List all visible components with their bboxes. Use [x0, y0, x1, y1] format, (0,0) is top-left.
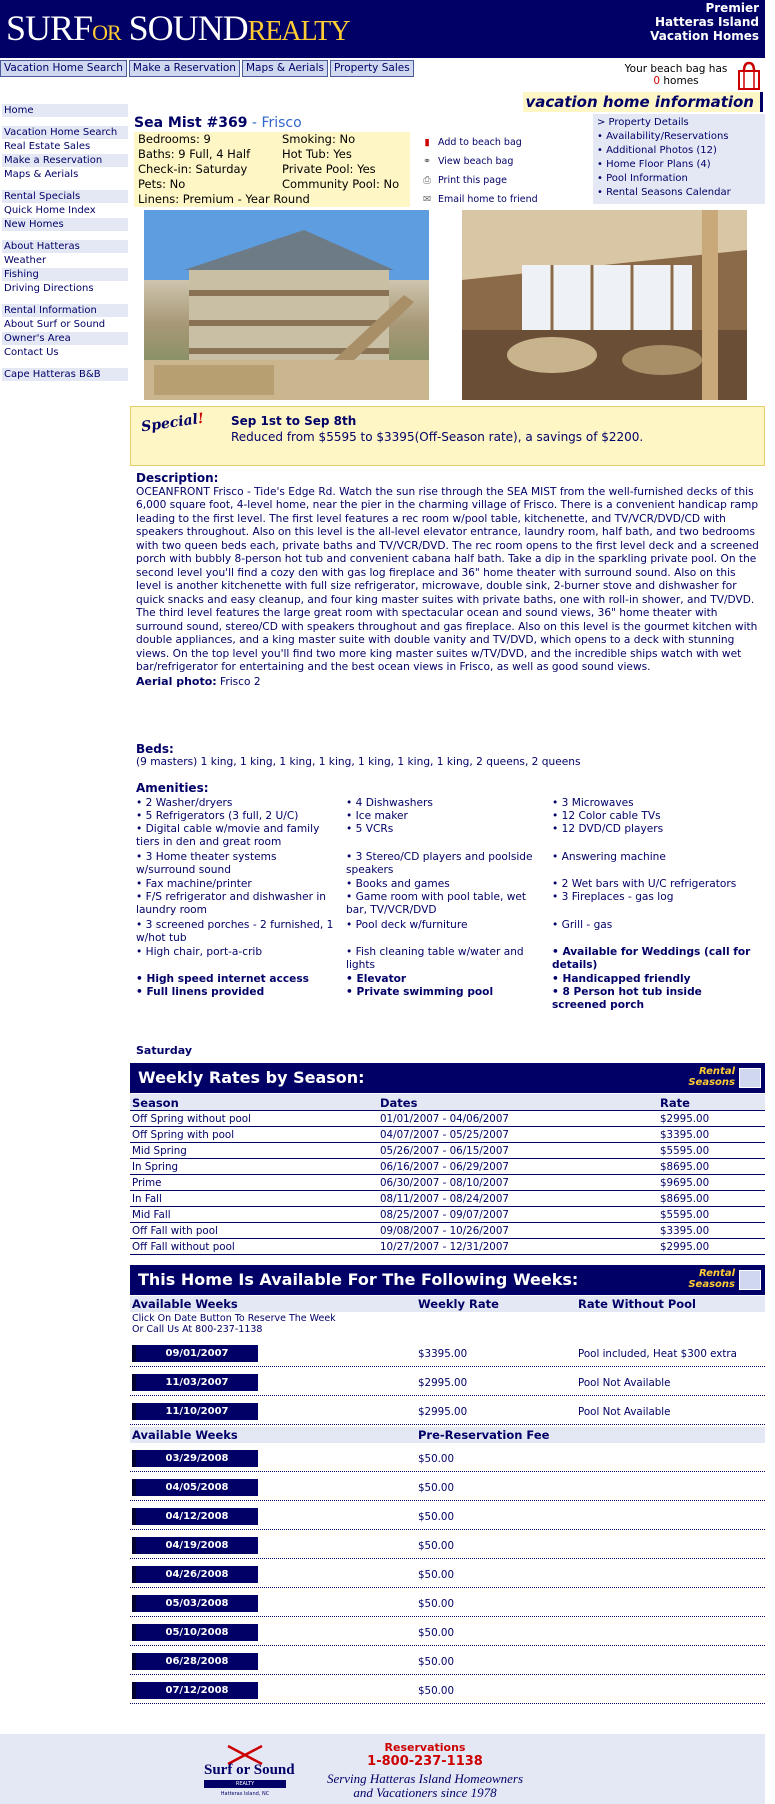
- beach-bag-count: 0: [653, 75, 661, 87]
- table-row: [130, 1617, 765, 1646]
- sidebar-item-about-hatteras[interactable]: About Hatteras: [2, 240, 128, 254]
- availability-band: [130, 1265, 765, 1295]
- season-name: In Fall: [132, 1193, 162, 1205]
- season-dates: 08/11/2007 - 08/24/2007: [380, 1193, 509, 1205]
- footer-reservations-label: Reservations: [384, 1741, 466, 1754]
- season-rate: $8695.00: [660, 1161, 710, 1173]
- amenity-row: [136, 797, 764, 810]
- rental-seasons-link[interactable]: [688, 1066, 735, 1088]
- pre-reservation-fee: $50.00: [418, 1569, 455, 1581]
- sidebar-nav: [2, 104, 128, 382]
- season-rate: $3395.00: [660, 1129, 710, 1141]
- table-row: [130, 1338, 765, 1367]
- amenity-item: • High speed internet access: [136, 973, 309, 985]
- beach-bag-label: Your beach bag has: [624, 63, 728, 75]
- table-row: [130, 1443, 765, 1472]
- property-actions: [420, 133, 538, 209]
- pre-reservation-fee: $50.00: [418, 1627, 455, 1639]
- sidebar-item-about-surf-or-sound[interactable]: About Surf or Sound: [2, 318, 128, 332]
- amenity-row: [136, 810, 764, 823]
- table-row: [130, 1111, 765, 1127]
- weekly-rates-title: Weekly Rates by Season:: [138, 1068, 365, 1087]
- table-row: [130, 1559, 765, 1588]
- rates-header-dates: Dates: [380, 1096, 418, 1110]
- sidebar-item-contact-us[interactable]: Contact Us: [2, 346, 128, 360]
- amenity-row: [136, 986, 764, 1014]
- link-floor-plans[interactable]: • Home Floor Plans (4): [597, 159, 711, 170]
- amenity-item: • 4 Dishwashers: [346, 797, 433, 809]
- table-row: [130, 1159, 765, 1175]
- season-name: Off Spring without pool: [132, 1113, 251, 1125]
- season-name: Off Spring with pool: [132, 1129, 235, 1141]
- season-rate: $2995.00: [660, 1241, 710, 1253]
- property-facts: [134, 132, 410, 207]
- footer-serving-line: and Vacationers since 1978: [353, 1785, 497, 1800]
- amenity-row: [136, 823, 764, 851]
- weekly-rates-band: [130, 1063, 765, 1093]
- property-links: [593, 114, 765, 204]
- aerial-photo-label: Aerial photo:: [136, 674, 217, 688]
- amenities-list: [136, 797, 764, 1014]
- sidebar-gap: [2, 296, 128, 304]
- available-weeks-header: [130, 1296, 765, 1312]
- sidebar-item-home[interactable]: Home: [2, 104, 128, 118]
- tagline-line: Vacation Homes: [650, 29, 759, 43]
- rental-seasons-line: Seasons: [688, 1077, 735, 1088]
- rate-without-pool: Pool included, Heat $300 extra: [578, 1348, 737, 1360]
- description-label: Description:: [136, 471, 219, 485]
- sidebar-gap: [2, 118, 128, 126]
- calendar-icon[interactable]: [739, 1068, 761, 1088]
- fact-check-in: Check-in: Saturday: [138, 162, 248, 176]
- season-rate: $5595.00: [660, 1145, 710, 1157]
- action-label: Email home to friend: [438, 194, 538, 205]
- season-dates: 04/07/2007 - 05/25/2007: [380, 1129, 509, 1141]
- action-label: View beach bag: [438, 156, 514, 167]
- amenity-item: • 12 Color cable TVs: [552, 810, 661, 822]
- reserve-note-line: Or Call Us At 800-237-1138: [132, 1324, 263, 1335]
- pre-reserve-week-button[interactable]: 04/19/2008: [132, 1537, 258, 1554]
- table-row: [130, 1207, 765, 1223]
- fact-hot-tub: Hot Tub: Yes: [282, 147, 352, 161]
- pre-reserve-week-button[interactable]: 04/05/2008: [132, 1479, 258, 1496]
- amenity-row: [136, 878, 764, 891]
- beach-bag-status[interactable]: [620, 63, 732, 87]
- table-row: [130, 1367, 765, 1396]
- amenity-item: • Full linens provided: [136, 986, 265, 998]
- footer-logo[interactable]: [204, 1744, 295, 1800]
- sidebar-item-quick-home-index[interactable]: Quick Home Index: [2, 204, 128, 218]
- rental-seasons-line: Rental: [698, 1066, 735, 1077]
- tagline-line: Premier: [705, 1, 759, 15]
- sidebar-item-weather[interactable]: Weather: [2, 254, 128, 268]
- weekly-rate: $2995.00: [418, 1406, 468, 1418]
- pre-reservation-header: [130, 1427, 765, 1443]
- table-row: [130, 1175, 765, 1191]
- right-gutter: [765, 0, 775, 1804]
- amenity-item: • 3 screened porches - 2 furnished, 1 w/hot tub: [136, 919, 334, 944]
- calendar-icon[interactable]: [739, 1270, 761, 1290]
- property-location[interactable]: Frisco: [261, 115, 302, 131]
- sidebar-item-fishing[interactable]: Fishing: [2, 268, 128, 282]
- site-footer: [0, 1734, 765, 1804]
- amenity-item: • Answering machine: [552, 851, 666, 863]
- logo-or: OR: [92, 20, 121, 45]
- link-property-details[interactable]: > Property Details: [597, 117, 689, 128]
- special-text: Reduced from $5595 to $3395(Off-Season rate), a savings of $2200.: [231, 430, 644, 444]
- pre-reserve-week-button[interactable]: 04/26/2008: [132, 1566, 258, 1583]
- header-rate-without-pool: Rate Without Pool: [578, 1297, 696, 1311]
- amenity-item: • Digital cable w/movie and family tiers in den and great room: [136, 823, 320, 848]
- fact-community-pool: Community Pool: No: [282, 177, 400, 191]
- logo-sound: SOUND: [120, 8, 248, 48]
- sidebar-gap: [2, 182, 128, 190]
- fact-pets: Pets: No: [138, 177, 186, 191]
- amenity-row: [136, 946, 764, 973]
- header-pre-reservation-fee: Pre-Reservation Fee: [418, 1428, 550, 1442]
- rate-without-pool: Pool Not Available: [578, 1377, 671, 1389]
- season-name: Mid Spring: [132, 1145, 187, 1157]
- sidebar-item-real-estate-sales[interactable]: Real Estate Sales: [2, 140, 128, 154]
- season-rate: $8695.00: [660, 1193, 710, 1205]
- beach-bag-icon[interactable]: [736, 61, 762, 91]
- amenity-item: • 5 Refrigerators (3 full, 2 U/C): [136, 810, 299, 822]
- header-weekly-rate: Weekly Rate: [418, 1297, 499, 1311]
- beach-bag-small-icon: ▮: [424, 137, 430, 148]
- amenity-item: • Game room with pool table, wet bar, TV/VCR/DVD: [346, 891, 527, 916]
- season-dates: 01/01/2007 - 04/06/2007: [380, 1113, 509, 1125]
- amenity-item: • 12 DVD/CD players: [552, 823, 664, 835]
- availability-title: This Home Is Available For The Following Weeks:: [138, 1270, 579, 1289]
- season-name: Off Fall without pool: [132, 1241, 235, 1253]
- season-rate: $5595.00: [660, 1209, 710, 1221]
- interior-photo[interactable]: [462, 210, 747, 400]
- tagline: [650, 1, 759, 43]
- fact-linens: Linens: Premium - Year Round: [138, 192, 310, 206]
- pre-reserve-week-button[interactable]: 05/10/2008: [132, 1624, 258, 1641]
- amenity-item: • Available for Weddings (call for details): [552, 946, 751, 971]
- sidebar-gap: [2, 360, 128, 368]
- amenity-item: • Grill - gas: [552, 919, 613, 931]
- amenity-item: • Pool deck w/furniture: [346, 919, 468, 931]
- amenity-item: • 3 Fireplaces - gas log: [552, 891, 674, 903]
- special-dates: Sep 1st to Sep 8th: [231, 414, 357, 428]
- top-nav: [0, 60, 416, 77]
- season-dates: 05/26/2007 - 06/15/2007: [380, 1145, 509, 1157]
- season-dates: 09/08/2007 - 10/26/2007: [380, 1225, 509, 1237]
- sidebar-item-vacation-home-search[interactable]: Vacation Home Search: [2, 126, 128, 140]
- header-available-weeks: Available Weeks: [132, 1428, 238, 1442]
- pre-reservation-fee: $50.00: [418, 1685, 455, 1697]
- reserve-week-button[interactable]: 11/03/2007: [132, 1374, 258, 1391]
- table-row: [130, 1191, 765, 1207]
- table-row: [130, 1646, 765, 1675]
- site-logo[interactable]: [6, 8, 350, 53]
- season-name: In Spring: [132, 1161, 179, 1173]
- rental-seasons-line: Seasons: [688, 1279, 735, 1290]
- amenity-item: • Ice maker: [346, 810, 408, 822]
- fact-smoking: Smoking: No: [282, 132, 356, 146]
- logo-surf: SURF: [6, 8, 93, 48]
- season-rate: $9695.00: [660, 1177, 710, 1189]
- amenity-item: • Fish cleaning table w/water and lights: [346, 946, 524, 971]
- rate-without-pool: Pool Not Available: [578, 1406, 671, 1418]
- fact-row: [138, 132, 410, 147]
- property-title: [134, 115, 302, 131]
- pre-reservation-fee: $50.00: [418, 1540, 455, 1552]
- amenity-item: • Books and games: [346, 878, 450, 890]
- rates-header-rate: Rate: [660, 1096, 690, 1110]
- reserve-week-button[interactable]: 11/10/2007: [132, 1403, 258, 1420]
- description-section: [136, 472, 764, 689]
- pre-reserve-week-button[interactable]: 05/03/2008: [132, 1595, 258, 1612]
- sidebar-item-cape-hatteras-bb[interactable]: Cape Hatteras B&B: [2, 368, 128, 382]
- fact-row: [138, 147, 410, 162]
- season-dates: 10/27/2007 - 12/31/2007: [380, 1241, 509, 1253]
- pre-reservation-table: [130, 1427, 765, 1704]
- action-label: Print this page: [438, 175, 507, 186]
- amenity-row: [136, 919, 764, 946]
- special-offer[interactable]: [130, 406, 765, 466]
- link-additional-photos[interactable]: • Additional Photos (12): [597, 145, 717, 156]
- tagline-line: Hatteras Island: [654, 15, 759, 29]
- season-dates: 06/30/2007 - 08/10/2007: [380, 1177, 509, 1189]
- available-weeks-table: [130, 1296, 765, 1425]
- season-name: Mid Fall: [132, 1209, 171, 1221]
- table-row: [130, 1530, 765, 1559]
- aerial-photo-line: [136, 675, 764, 690]
- footer-logo-name: Surf or Sound: [204, 1762, 295, 1778]
- table-row: [130, 1239, 765, 1255]
- property-name: Sea Mist #369: [134, 115, 248, 131]
- season-name: Off Fall with pool: [132, 1225, 218, 1237]
- amenity-row: [136, 891, 764, 919]
- link-availability-reservations[interactable]: • Availability/Reservations: [597, 131, 729, 142]
- amenity-item: • 8 Person hot tub inside screened porch: [552, 986, 702, 1011]
- footer-serving-text: [305, 1772, 545, 1800]
- table-row: [130, 1501, 765, 1530]
- nav-property-sales[interactable]: Property Sales: [330, 60, 414, 77]
- amenity-item: • Handicapped friendly: [552, 973, 691, 985]
- rental-seasons-link[interactable]: [688, 1268, 735, 1290]
- nav-vacation-home-search[interactable]: Vacation Home Search: [0, 60, 127, 77]
- fact-private-pool: Private Pool: Yes: [282, 162, 376, 176]
- amenity-item: • Fax machine/printer: [136, 878, 252, 890]
- link-pool-information[interactable]: • Pool Information: [597, 173, 688, 184]
- footer-serving-line: Serving Hatteras Island Homeowners: [326, 1771, 524, 1786]
- checkin-day: Saturday: [136, 1044, 192, 1057]
- pre-reservation-fee: $50.00: [418, 1511, 455, 1523]
- reserve-note-line: Click On Date Button To Reserve The Week: [132, 1313, 336, 1324]
- logo-realty: REALTY: [247, 16, 350, 47]
- aerial-photo-link[interactable]: Frisco 2: [216, 675, 261, 688]
- fact-baths: Baths: 9 Full, 4 Half: [138, 147, 251, 161]
- exterior-photo[interactable]: [144, 210, 429, 400]
- view-beach-bag-link[interactable]: [420, 152, 538, 171]
- reserve-week-button[interactable]: 09/01/2007: [132, 1345, 258, 1362]
- sidebar-gap: [2, 232, 128, 240]
- amenity-item: • 3 Home theater systems w/surround sound: [136, 851, 277, 876]
- season-rate: $3395.00: [660, 1225, 710, 1237]
- exterior-photo-drawing: [144, 210, 429, 400]
- beach-bag-unit: homes: [660, 75, 699, 87]
- amenity-item: • 3 Microwaves: [552, 797, 634, 809]
- rental-seasons-line: Rental: [698, 1268, 735, 1279]
- pre-reserve-week-button[interactable]: 07/12/2008: [132, 1682, 258, 1699]
- envelope-icon: ✉: [423, 194, 431, 205]
- pre-reserve-week-button[interactable]: 04/12/2008: [132, 1508, 258, 1525]
- nav-maps-aerials[interactable]: Maps & Aerials: [242, 60, 328, 77]
- amenity-item: • 2 Washer/dryers: [136, 797, 233, 809]
- amenity-row: [136, 851, 764, 878]
- rates-header-season: Season: [132, 1096, 179, 1110]
- nav-make-reservation[interactable]: Make a Reservation: [129, 60, 240, 77]
- section-title: vacation home information: [523, 92, 763, 112]
- sidebar-item-driving-directions[interactable]: Driving Directions: [2, 282, 128, 296]
- interior-photo-drawing: [462, 210, 747, 400]
- site-header: [0, 0, 765, 58]
- table-row: [130, 1143, 765, 1159]
- table-row: [130, 1472, 765, 1501]
- season-name: Prime: [132, 1177, 162, 1189]
- table-row: [130, 1223, 765, 1239]
- sidebar-item-maps-aerials[interactable]: Maps & Aerials: [2, 168, 128, 182]
- amenities-label: Amenities:: [136, 781, 209, 795]
- footer-logo-strip: REALTY: [204, 1780, 286, 1788]
- season-dates: 06/16/2007 - 06/29/2007: [380, 1161, 509, 1173]
- season-dates: 08/25/2007 - 09/07/2007: [380, 1209, 509, 1221]
- pre-reservation-fee: $50.00: [418, 1453, 455, 1465]
- pre-reservation-fee: $50.00: [418, 1656, 455, 1668]
- beds-text: (9 masters) 1 king, 1 king, 1 king, 1 king, 1 king, 1 king, 1 king, 2 queens, 2 queens: [136, 756, 581, 768]
- printer-icon: ⎙: [423, 175, 431, 186]
- rates-table: [130, 1094, 765, 1255]
- weekly-rate: $2995.00: [418, 1377, 468, 1389]
- special-badge-bang: !: [196, 410, 206, 428]
- action-label: Add to beach bag: [438, 137, 522, 148]
- amenity-item: • High chair, port-a-crib: [136, 946, 263, 958]
- special-badge-label: Special: [140, 411, 199, 436]
- fact-row: [138, 177, 410, 192]
- weekly-rate: $3395.00: [418, 1348, 468, 1360]
- header-available-weeks: Available Weeks: [132, 1297, 238, 1311]
- table-row: [130, 1396, 765, 1425]
- sidebar-item-make-reservation[interactable]: Make a Reservation: [2, 154, 128, 168]
- sidebar-item-rental-information[interactable]: Rental Information: [2, 304, 128, 318]
- amenity-item: • Private swimming pool: [346, 986, 494, 998]
- add-to-beach-bag-link[interactable]: [420, 133, 538, 152]
- email-friend-link[interactable]: [420, 190, 538, 209]
- pre-reserve-week-button[interactable]: 03/29/2008: [132, 1450, 258, 1467]
- glasses-icon: ⚭: [423, 156, 431, 167]
- special-badge: [140, 411, 205, 436]
- description-text: OCEANFRONT Frisco - Tide's Edge Rd. Watch the sun rise through the SEA MIST from the well-furnished decks of this 6,000 square foot, 4-level home, near the pier in the charming village of Frisco. There is a convenient handicap ramp leading to the first level. The first level features a rec room w/pool table, kitchenette, and TV/VCR/DVD/CD with speakers throughout. Also on this level is the all-level elevator entrance, laundry room, half bath, and two bedrooms with two queen beds each, private baths and TV/VCR/DVD. The rec room opens to the first level deck and a screened porch with bubbly 8-person hot tub and convenient cabana half bath. Take a dip in the sparkling private pool. On the second level you'll find a cozy den with gas log fireplace and 36" home theater with surround sound. Also on this level is another kitchenette with full size refrigerator, microwave, double sink, 2-burner stove and dishwasher for quick snacks and easy cleanup, and four king master suites with private baths, one with roll-in shower, and TV/DVD. The third level features the large great room with spectacular ocean and sound views, 36" home theater with surround sound, stereo/CD with speakers throughout and gas fireplace. Also on this level is the gourmet kitchen with double appliances, and a king master suite with double vanity and TV/DVD, which opens to a deck with stunning views. On the top level you'll find two more king master suites w/TV/DVD, and the incredible ships watch with wet bar/refrigerator for entertaining and the best ocean views in Frisco, as well as good sound views.: [136, 485, 759, 673]
- link-rental-seasons-calendar[interactable]: • Rental Seasons Calendar: [597, 187, 731, 198]
- title-separator: -: [247, 115, 262, 131]
- pre-reserve-week-button[interactable]: 06/28/2008: [132, 1653, 258, 1670]
- sidebar-item-rental-specials[interactable]: Rental Specials: [2, 190, 128, 204]
- print-page-link[interactable]: [420, 171, 538, 190]
- footer-phone[interactable]: 1-800-237-1138: [367, 1754, 483, 1769]
- rates-header: [130, 1094, 765, 1111]
- amenity-item: • F/S refrigerator and dishwasher in laundry room: [136, 891, 326, 916]
- table-row: [130, 1127, 765, 1143]
- pre-reservation-fee: $50.00: [418, 1482, 455, 1494]
- fact-bedrooms: Bedrooms: 9: [138, 132, 211, 146]
- table-row: [130, 1588, 765, 1617]
- sidebar-item-new-homes[interactable]: New Homes: [2, 218, 128, 232]
- amenity-item: • Elevator: [346, 973, 407, 985]
- fact-row: [138, 162, 410, 177]
- amenity-item: • 2 Wet bars with U/C refrigerators: [552, 878, 737, 890]
- beach-bag-count-line: [620, 75, 732, 87]
- beds-label: Beds:: [136, 742, 174, 756]
- pre-reservation-fee: $50.00: [418, 1598, 455, 1610]
- sidebar-item-owners-area[interactable]: Owner's Area: [2, 332, 128, 346]
- amenity-item: • 5 VCRs: [346, 823, 394, 835]
- reserve-note: [130, 1312, 765, 1338]
- amenity-row: [136, 973, 764, 986]
- table-row: [130, 1675, 765, 1704]
- footer-logo-place: Hatteras Island, NC: [220, 1791, 270, 1797]
- season-rate: $2995.00: [660, 1113, 710, 1125]
- amenity-item: • 3 Stereo/CD players and poolside speakers: [346, 851, 533, 876]
